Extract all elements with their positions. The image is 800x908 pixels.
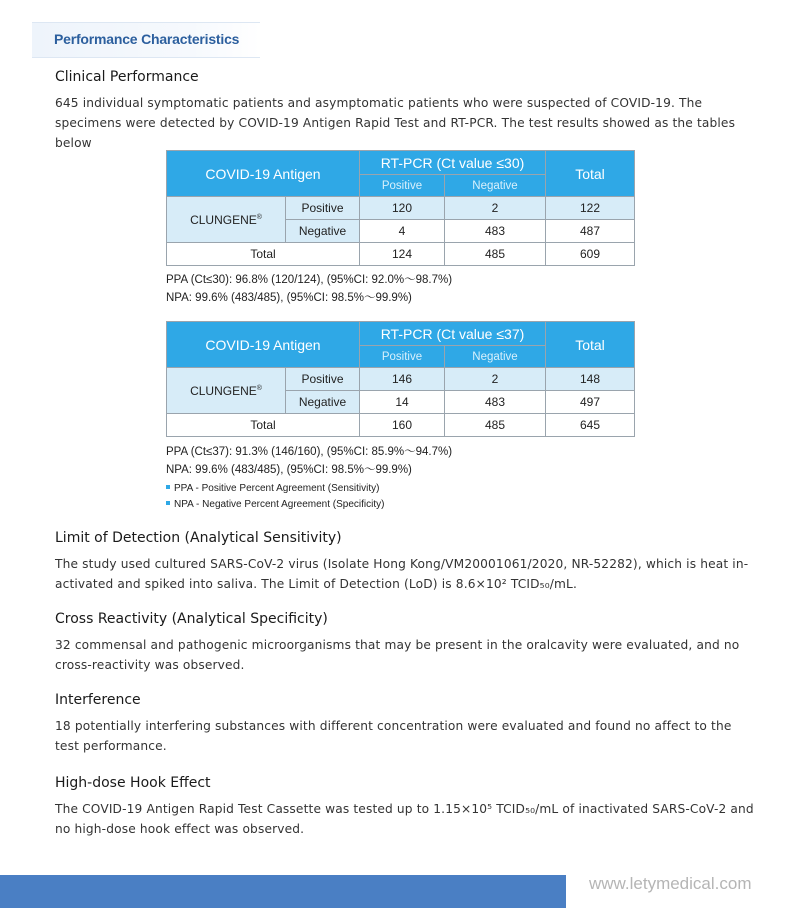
interference-heading: Interference [55,692,141,708]
brand-name: CLUNGENE [190,212,257,227]
clinical-text: 645 individual symptomatic patients and asymptomatic patients who were suspected of COVID-19. The specimens were detected by COVID-19 Antigen Rapid Test and RT-PCR. The test results showed as the tables below [55,96,736,150]
ppa-note: PPA (Ct≤30): 96.8% (120/124), (95%CI: 92.0%～98.7%) [166,274,453,286]
bullet-icon [166,501,170,505]
cell-value: 485 [445,243,546,266]
registered-mark: ® [256,213,262,221]
col-negative: Negative [445,175,546,197]
bullet-icon [166,485,170,489]
cell-value: 645 [546,414,635,437]
row-label: Positive [286,197,360,220]
legend-npa [166,499,384,510]
clinical-heading: Clinical Performance [55,69,199,85]
col-total: Total [546,322,635,368]
npa-note: NPA: 99.6% (483/485), (95%CI: 98.5%～99.9%) [166,464,412,476]
cell-value: 483 [445,391,546,414]
cell-value: 160 [360,414,445,437]
col-antigen: COVID-19 Antigen [167,322,360,368]
col-negative: Negative [445,346,546,368]
brand-cell [167,197,286,243]
cell-value: 2 [445,368,546,391]
cell-value: 124 [360,243,445,266]
cell-value: 146 [360,368,445,391]
cross-text: 32 commensal and pathogenic microorganisms that may be present in the oralcavity were evaluated, and no cross-reactivity was observed. [55,638,740,672]
table-ct37 [166,321,635,437]
cell-value: 485 [445,414,546,437]
legend-ppa [166,483,379,494]
col-positive: Positive [360,175,445,197]
cell-value: 483 [445,220,546,243]
footer-bar [0,875,566,908]
page-title: Performance Characteristics [54,31,240,47]
col-rtpcr: RT-PCR (Ct value ≤30) [360,151,546,175]
cross-heading: Cross Reactivity (Analytical Specificity) [55,611,328,627]
row-label: Positive [286,368,360,391]
brand-cell [167,368,286,414]
lod-text: The study used cultured SARS-CoV-2 virus (Isolate Hong Kong/VM20001061/2020, NR-52282), which is heat in-activated and spiked into saliva. The Limit of Detection (LoD) is 8.6×10² TCID₅₀/mL. [55,557,749,591]
row-label: Negative [286,391,360,414]
cell-value: 609 [546,243,635,266]
table-ct30 [166,150,635,266]
cell-value: 122 [546,197,635,220]
brand-name: CLUNGENE [190,383,257,398]
footer-url[interactable]: www.letymedical.com [589,874,752,893]
lod-heading: Limit of Detection (Analytical Sensitivity) [55,530,342,546]
col-positive: Positive [360,346,445,368]
col-total: Total [546,151,635,197]
interference-text: 18 potentially interfering substances with different concentration were evaluated and found no affect to the test performance. [55,719,732,753]
row-label: Negative [286,220,360,243]
cell-value: 2 [445,197,546,220]
registered-mark: ® [256,384,262,392]
cell-value: 487 [546,220,635,243]
cell-value: 497 [546,391,635,414]
cell-value: 148 [546,368,635,391]
ppa-note: PPA (Ct≤37): 91.3% (146/160), (95%CI: 85.9%～94.7%) [166,446,453,458]
section-tab [32,22,260,58]
cell-value: 120 [360,197,445,220]
cell-value: 14 [360,391,445,414]
hook-text: The COVID-19 Antigen Rapid Test Cassette was tested up to 1.15×10⁵ TCID₅₀/mL of inactivated SARS-CoV-2 and no high-dose hook effect was observed. [55,802,754,836]
col-rtpcr: RT-PCR (Ct value ≤37) [360,322,546,346]
legend-npa-text: NPA - Negative Percent Agreement (Specificity) [174,499,385,510]
cell-value: 4 [360,220,445,243]
total-row-label: Total [167,243,360,266]
legend-ppa-text: PPA - Positive Percent Agreement (Sensitivity) [174,483,380,494]
total-row-label: Total [167,414,360,437]
npa-note: NPA: 99.6% (483/485), (95%CI: 98.5%～99.9%) [166,292,412,304]
col-antigen: COVID-19 Antigen [167,151,360,197]
hook-heading: High-dose Hook Effect [55,775,211,791]
